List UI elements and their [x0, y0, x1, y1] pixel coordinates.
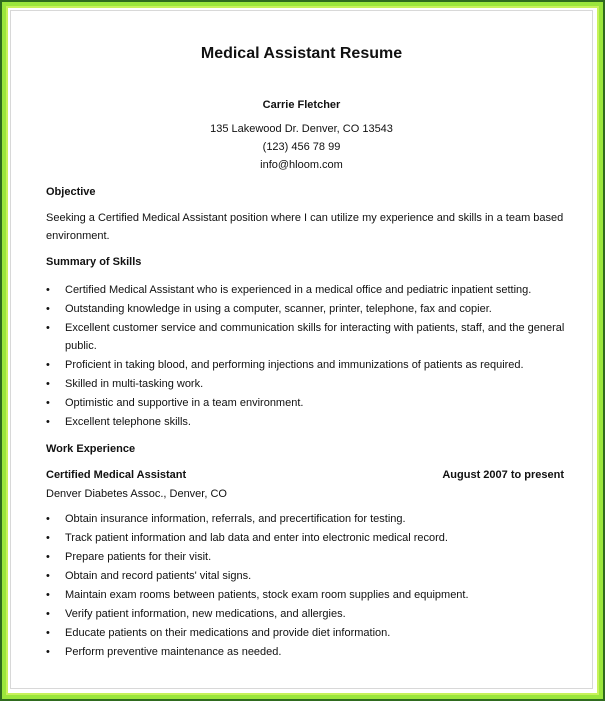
objective-heading: Objective: [46, 186, 96, 198]
bullet-icon: •: [46, 513, 50, 525]
work-item-text: Perform preventive maintenance as needed.: [65, 646, 282, 658]
work-item-text: Prepare patients for their visit.: [65, 551, 212, 563]
work-item-text: Obtain insurance information, referrals, and precertification for testing.: [65, 513, 406, 525]
job-header: [46, 469, 564, 481]
bullet-icon: •: [46, 532, 50, 544]
candidate-name: Carrie Fletcher: [262, 99, 341, 111]
bullet-icon: •: [46, 627, 50, 639]
contact-email: info@hloom.com: [260, 159, 343, 171]
bullet-icon: •: [46, 284, 50, 296]
bullet-icon: •: [46, 322, 50, 334]
bullet-icon: •: [46, 551, 50, 563]
job-company: Denver Diabetes Assoc., Denver, CO: [46, 488, 227, 500]
skills-heading: Summary of Skills: [46, 256, 142, 268]
skills-item-text: Excellent telephone skills.: [65, 416, 191, 428]
skills-item-text: Proficient in taking blood, and performing injections and immunizations of patients as required.: [65, 359, 524, 371]
skills-item-text: Skilled in multi-tasking work.: [65, 378, 204, 390]
bullet-icon: •: [46, 608, 50, 620]
skills-item-text: Excellent customer service and communication skills for interacting with patients, staff, and the general public.: [65, 322, 565, 352]
work-item-text: Track patient information and lab data and enter into electronic medical record.: [65, 532, 448, 544]
work-item-text: Educate patients on their medications and provide diet information.: [65, 627, 391, 639]
job-title: Certified Medical Assistant: [46, 469, 187, 481]
bullet-icon: •: [46, 359, 50, 371]
work-item-text: Obtain and record patients' vital signs.: [65, 570, 252, 582]
contact-address: 135 Lakewood Dr. Denver, CO 13543: [210, 123, 393, 135]
job-dates: August 2007 to present: [442, 469, 564, 481]
bullet-icon: •: [46, 416, 50, 428]
skills-item-text: Certified Medical Assistant who is experienced in a medical office and pediatric inpatient setting.: [65, 284, 532, 296]
bullet-icon: •: [46, 570, 50, 582]
bullet-icon: •: [46, 397, 50, 409]
bullet-icon: •: [46, 646, 50, 658]
work-item-text: Verify patient information, new medications, and allergies.: [65, 608, 346, 620]
bullet-icon: •: [46, 589, 50, 601]
skills-item-text: Optimistic and supportive in a team environment.: [65, 397, 304, 409]
work-heading: Work Experience: [46, 443, 136, 455]
objective-text: Seeking a Certified Medical Assistant position where I can utilize my experience and skills in a team based environment.: [46, 212, 564, 242]
bullet-icon: •: [46, 303, 50, 315]
work-item-text: Maintain exam rooms between patients, stock exam room supplies and equipment.: [65, 589, 469, 601]
contact-phone: (123) 456 78 99: [262, 141, 341, 153]
resume-title: Medical Assistant Resume: [200, 45, 403, 62]
bullet-icon: •: [46, 378, 50, 390]
resume-page: [10, 10, 593, 689]
skills-item-text: Outstanding knowledge in using a computer, scanner, printer, telephone, fax and copier.: [65, 303, 492, 315]
